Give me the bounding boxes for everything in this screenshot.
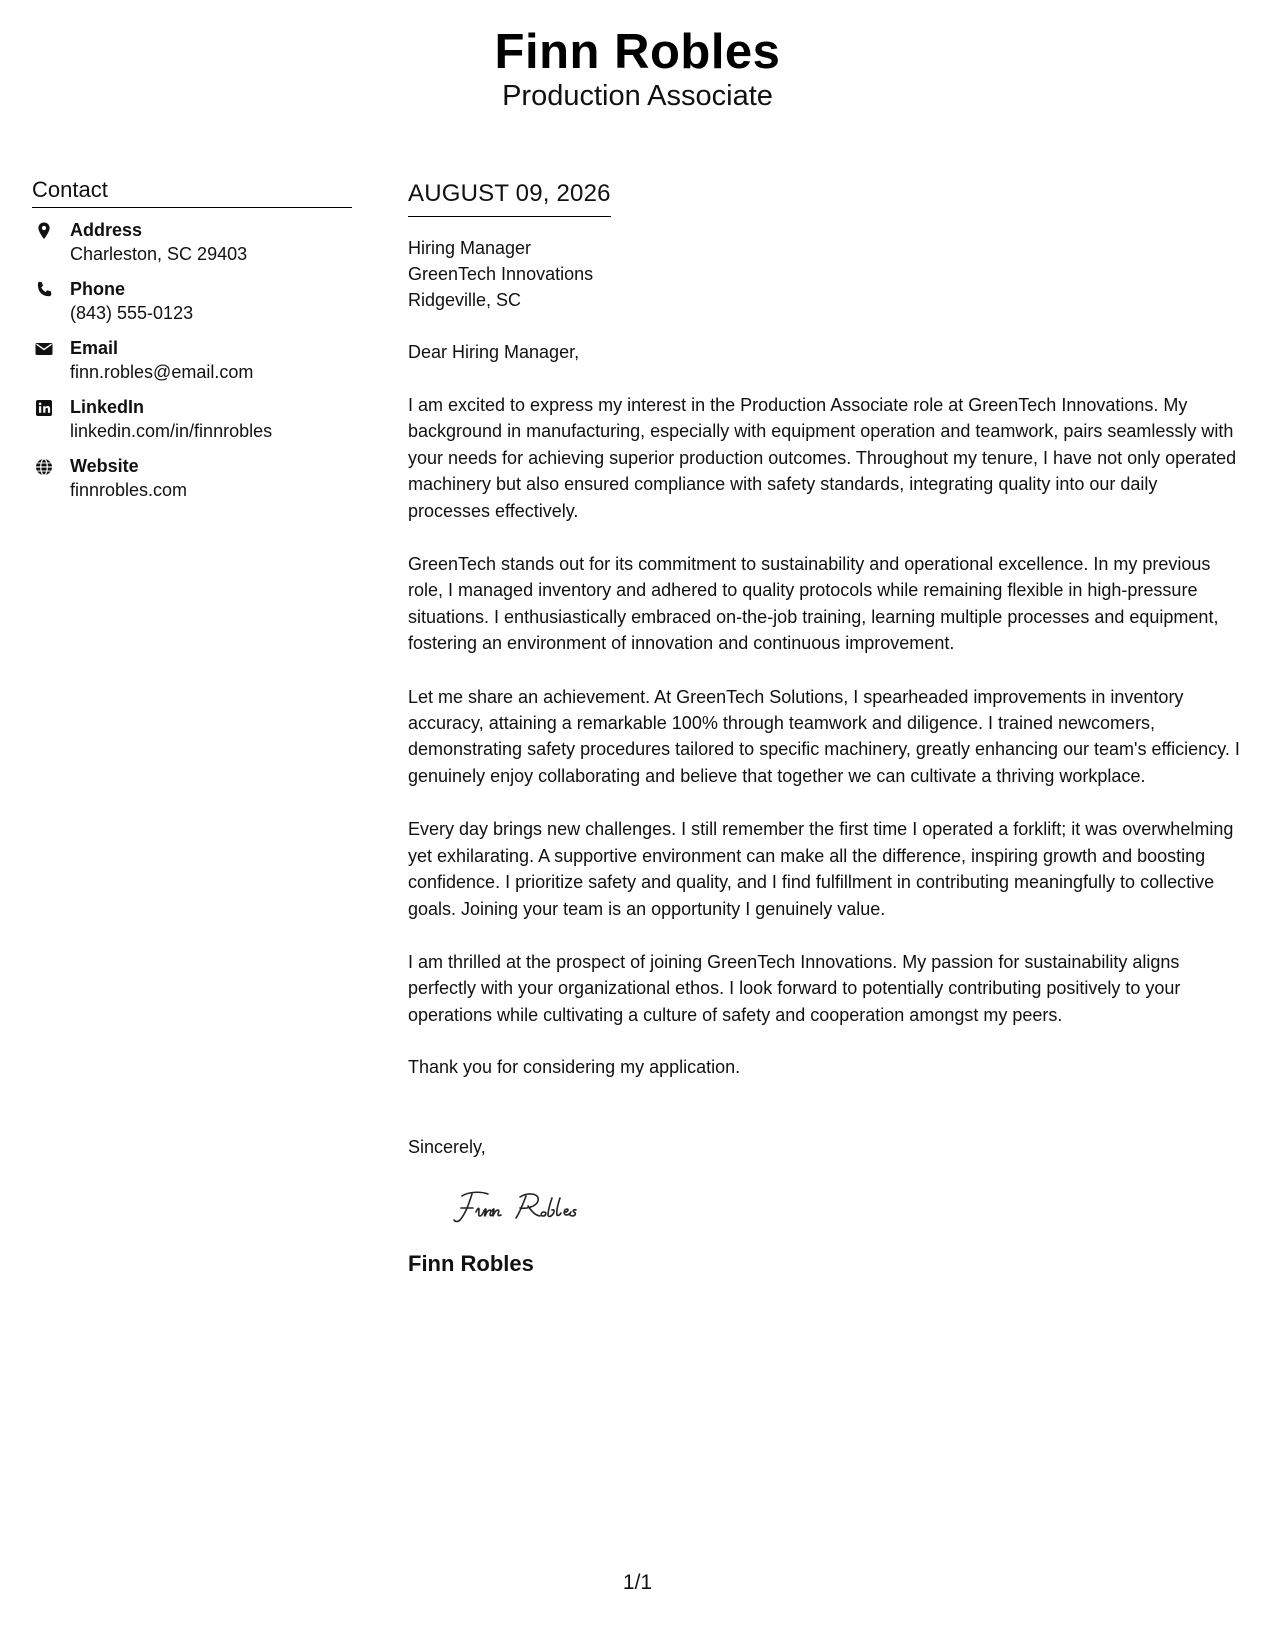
- contact-item-email: [32, 336, 352, 384]
- linkedin-icon: [34, 398, 54, 418]
- contact-value: Charleston, SC 29403: [70, 244, 248, 264]
- page-number: 1/1: [622, 1571, 653, 1594]
- recipient-line: Ridgeville, SC: [408, 290, 522, 310]
- recipient-block: [408, 235, 1243, 313]
- contact-label: Website: [70, 456, 139, 476]
- contact-value: linkedin.com/in/finnrobles: [70, 421, 273, 441]
- contact-heading: Contact: [32, 176, 352, 208]
- map-pin-icon: [34, 221, 54, 241]
- letter-paragraph: GreenTech stands out for its commitment to sustainability and operational excellence. In my previous role, I managed inventory and adhered to quality protocols while remaining flexible in high-pressure situations. I enthusiastically embraced on-the-job training, learning multiple processes and equipment, fostering an environment of innovation and continuous improvement.: [408, 554, 1219, 654]
- contact-item-linkedin: [32, 395, 352, 443]
- letter-paragraph: Every day brings new challenges. I still remember the first time I operated a forklift; it was overwhelming yet exhilarating. A supportive environment can make all the difference, inspiring growth and boosting confidence. I prioritize safety and quality, and I find fulfillment in contributing meaningfully to collective goals. Joining your team is an opportunity I genuinely value.: [408, 819, 1234, 919]
- closing-line: Thank you for considering my application.: [408, 1057, 741, 1078]
- signer-name: Finn Robles: [408, 1251, 534, 1277]
- contact-item-website: [32, 454, 352, 502]
- resume-header: [0, 22, 1275, 114]
- letter-paragraph: Let me share an achievement. At GreenTech Solutions, I spearheaded improvements in inventory accuracy, attaining a remarkable 100% through teamwork and diligence. I trained newcomers, demonstrating safety procedures tailored to specific machinery, greatly enhancing our team's efficiency. I genuinely enjoy collaborating and believe that together we can cultivate a thriving workplace.: [408, 686, 1240, 786]
- globe-icon: [34, 457, 54, 477]
- phone-icon: [34, 280, 54, 300]
- contact-label: Phone: [70, 279, 126, 299]
- contact-item-phone: [32, 277, 352, 325]
- contact-value: finn.robles@email.com: [70, 362, 254, 382]
- salutation: Dear Hiring Manager,: [408, 342, 580, 362]
- applicant-title: Production Associate: [502, 80, 773, 112]
- contact-value: finnrobles.com: [70, 480, 188, 500]
- cover-letter-body: [408, 178, 1243, 1278]
- handwritten-signature: [448, 1182, 648, 1232]
- applicant-name: Finn Robles: [494, 25, 781, 79]
- letter-paragraph: I am thrilled at the prospect of joining GreenTech Innovations. My passion for sustainability aligns perfectly with your organizational ethos. I look forward to potentially contributing positively to your operations while cultivating a culture of safety and cooperation amongst my peers.: [408, 951, 1181, 1025]
- signoff: Sincerely,: [408, 1137, 486, 1158]
- contact-label: LinkedIn: [70, 397, 145, 417]
- recipient-line: GreenTech Innovations: [408, 264, 594, 284]
- contact-item-address: [32, 218, 352, 266]
- letter-paragraph: I am excited to express my interest in the Production Associate role at GreenTech Innovations. My background in manufacturing, especially with equipment operation and teamwork, pairs seamlessly with your needs for achieving superior production outcomes. Throughout my tenure, I have not only operated machinery but also ensured compliance with safety standards, integrating quality into our daily processes effectively.: [408, 395, 1237, 521]
- contact-value: (843) 555-0123: [70, 303, 194, 323]
- contact-label: Address: [70, 220, 143, 240]
- letter-date: AUGUST 09, 2026: [408, 178, 611, 217]
- contact-sidebar: [32, 176, 352, 513]
- contact-label: Email: [70, 338, 119, 358]
- envelope-icon: [34, 339, 54, 359]
- recipient-line: Hiring Manager: [408, 238, 532, 258]
